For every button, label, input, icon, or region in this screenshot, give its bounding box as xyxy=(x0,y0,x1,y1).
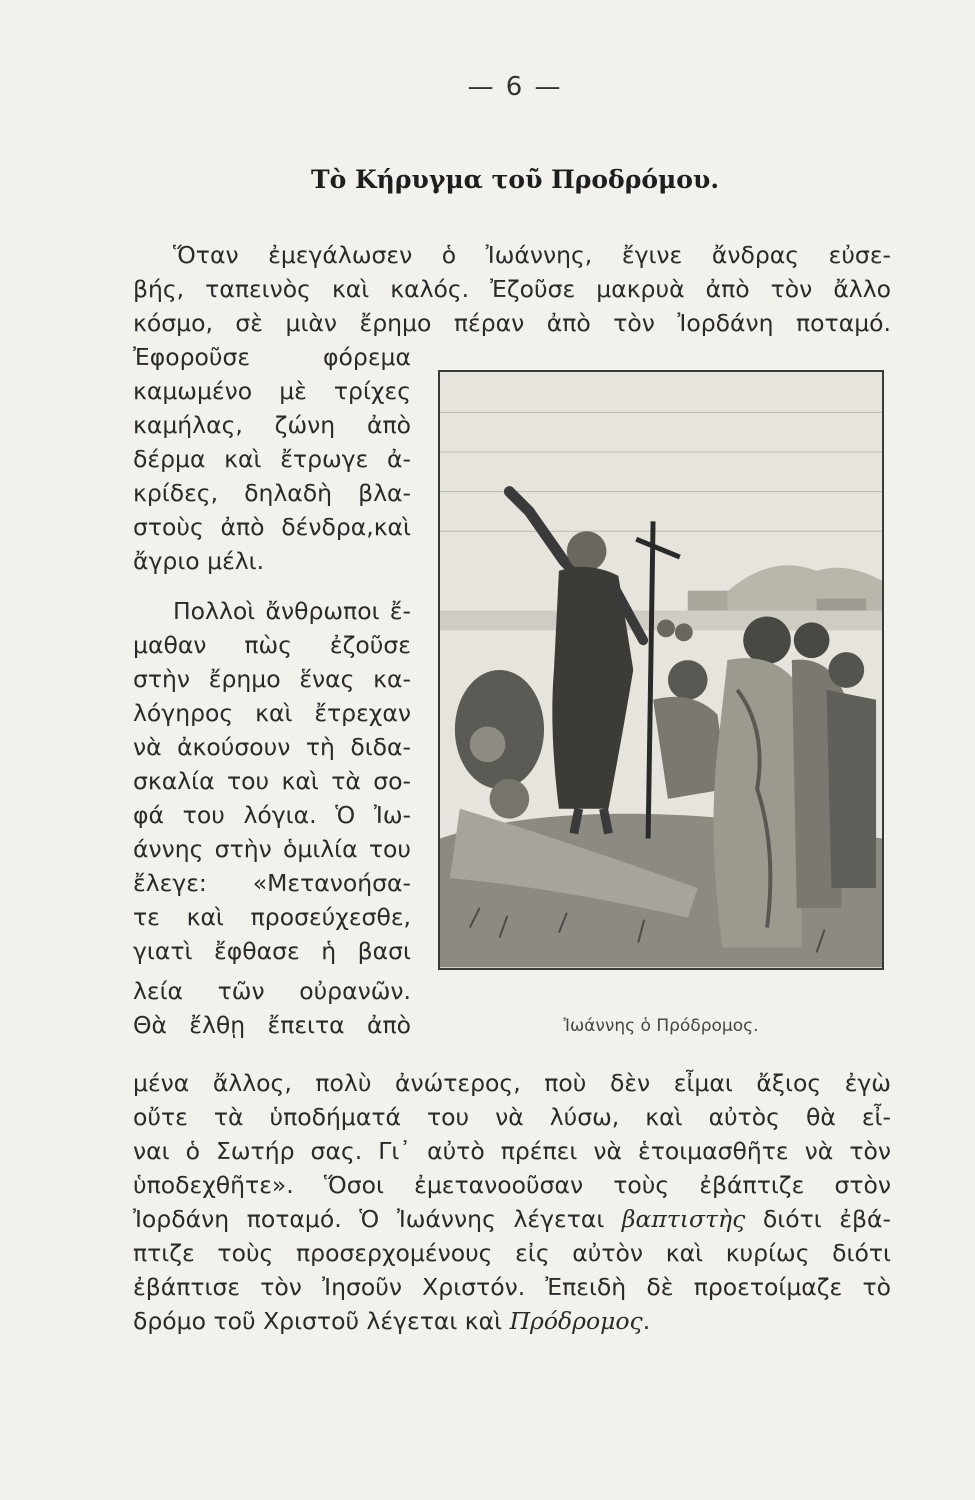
illustration-caption: Ἰωάννης ὁ Πρόδρομος. xyxy=(563,1016,759,1036)
text-line: γιατὶ ἔφθασε ἡ βασι xyxy=(133,937,411,965)
engraving-image xyxy=(440,372,882,968)
text-line: Θὰ ἔλθῃ ἔπειτα ἀπὸ xyxy=(133,1011,411,1039)
text-line: στὴν ἔρημο ἕνας κα- xyxy=(133,665,411,693)
text-line: μαθαν πὼς ἐζοῦσε xyxy=(133,631,411,659)
text-line: λεία τῶν οὐρανῶν. xyxy=(133,977,411,1005)
text-line: ἔλεγε: «Μετανοήσα- xyxy=(133,869,411,897)
text-line: δέρμα καὶ ἔτρωγε ἀ- xyxy=(133,445,411,473)
text-line: ὑποδεχθῆτε». Ὅσοι ἐμετανοοῦσαν τοὺς ἐβάπτιζε στὸν xyxy=(133,1171,891,1199)
text-line: ναι ὁ Σωτήρ σας. Γι᾽ αὐτὸ πρέπει νὰ ἑτοιμασθῆτε νὰ τὸν xyxy=(133,1137,891,1165)
text-segment: . xyxy=(642,1307,651,1335)
text-line: νὰ ἀκούσουν τὴ διδα- xyxy=(133,733,411,761)
text-line: μένα ἄλλος, πολὺ ἀνώτερος, ποὺ δὲν εἶμαι ἄξιος ἐγὼ xyxy=(133,1069,891,1097)
narrow-column-paragraph-1 xyxy=(133,340,411,578)
text-line: Ἐφοροῦσε φόρεμα xyxy=(133,343,411,371)
text-line: ἐβάπτισε τὸν Ἰησοῦν Χριστόν. Ἐπειδὴ δὲ προετοίμαζε τὸ xyxy=(133,1273,891,1301)
text-line: σκαλία του καὶ τὰ σο- xyxy=(133,767,411,795)
text-line: ἄγριο μέλι. xyxy=(133,547,265,575)
illustration-john-the-baptist xyxy=(438,370,884,970)
text-line: καμωμένο μὲ τρίχες xyxy=(133,377,411,405)
text-segment: Ἰορδάνη ποταμό. Ὁ Ἰωάννης λέγεται xyxy=(133,1205,622,1233)
text-segment: διότι ἐβά- xyxy=(745,1205,891,1233)
text-line-with-emphasis xyxy=(133,1202,891,1236)
closing-paragraph xyxy=(133,1066,891,1338)
text-line: οὔτε τὰ ὑποδήματά του νὰ λύσω, καὶ αὐτὸς θὰ εἶ- xyxy=(133,1103,891,1131)
emphasis-baptistis: βαπτιστὴς xyxy=(621,1205,746,1233)
text-line: τε καὶ προσεύχεσθε, xyxy=(133,903,411,931)
narrow-column-paragraph-2 xyxy=(133,594,411,1042)
text-line: βής, ταπεινὸς καὶ καλός. Ἐζοῦσε μακρυὰ ἀπὸ τὸν ἄλλο xyxy=(133,275,891,303)
text-line: κόσμο, σὲ μιὰν ἔρημο πέραν ἀπὸ τὸν Ἰορδάνη ποταμό. xyxy=(133,309,891,337)
text-line: καμήλας, ζώνη ἀπὸ xyxy=(133,411,411,439)
text-line: Ὅταν ἐμεγάλωσεν ὁ Ἰωάννης, ἔγινε ἄνδρας εὐσε- xyxy=(173,241,891,269)
page-number: — 6 — xyxy=(467,72,563,102)
text-line: κρίδες, δηλαδὴ βλα- xyxy=(133,479,411,507)
text-line: φά του λόγια. Ὁ Ἰω- xyxy=(133,801,411,829)
text-line: στοὺς ἀπὸ δένδρα,καὶ xyxy=(133,513,411,541)
text-line: άννης στὴν ὁμιλία του xyxy=(133,835,411,863)
text-line: πτιζε τοὺς προσερχομένους εἰς αὐτὸν καὶ κυρίως διότι xyxy=(133,1239,891,1267)
chapter-title: Τὸ Κήρυγμα τοῦ Προδρόμου. xyxy=(310,165,720,194)
emphasis-prodromos: Πρόδρομος xyxy=(509,1307,643,1335)
intro-paragraph xyxy=(133,238,891,340)
text-line: λόγηρος καὶ ἔτρεχαν xyxy=(133,699,411,727)
text-line-with-emphasis xyxy=(133,1304,891,1338)
text-segment: δρόμο τοῦ Χριστοῦ λέγεται καὶ xyxy=(133,1307,510,1335)
text-line: Πολλοὶ ἄνθρωποι ἔ- xyxy=(173,597,411,625)
